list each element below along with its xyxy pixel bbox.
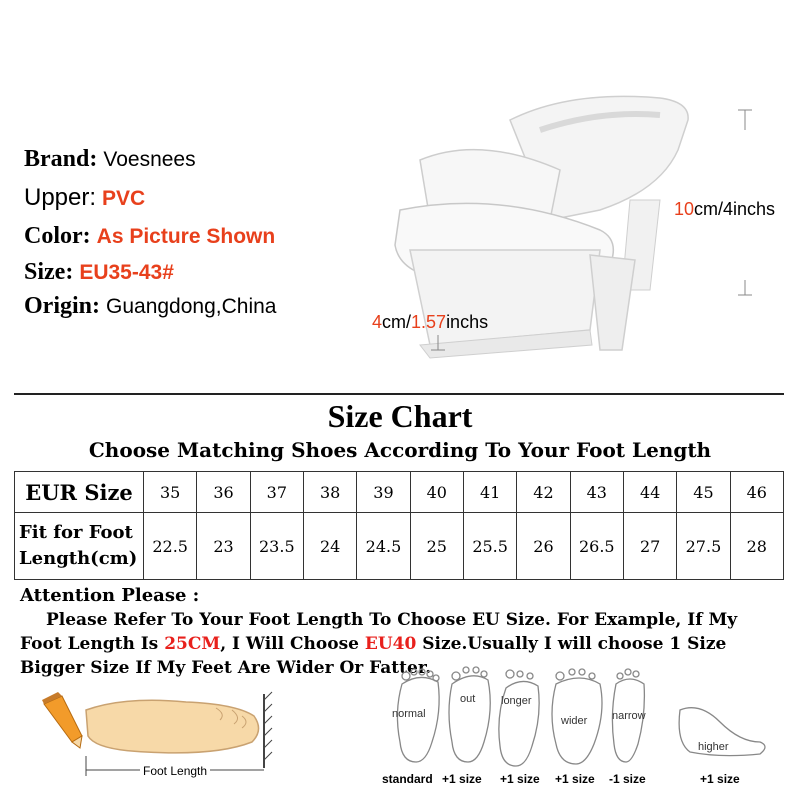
size-table <box>14 471 784 580</box>
foot-type-size: +1 size <box>555 772 595 786</box>
table-cell: 26 <box>517 513 570 580</box>
attention-text-part: , I Will Choose <box>220 634 365 654</box>
table-cell: 43 <box>570 472 623 513</box>
spec-upper <box>24 184 145 212</box>
spec-label: Origin: <box>24 293 100 319</box>
foot-outline-icon <box>86 700 259 753</box>
spec-label: Color: <box>24 223 91 249</box>
table-cell: 27 <box>623 513 676 580</box>
table-cell: 46 <box>730 472 783 513</box>
foot-length-header-line2: Length(cm) <box>19 548 138 569</box>
platform-height-unit: cm/ <box>382 312 412 332</box>
foot-type-label: longer <box>501 695 532 707</box>
table-cell: 28 <box>730 513 783 580</box>
spec-label: Size: <box>24 259 74 285</box>
spec-label: Brand: <box>24 146 98 172</box>
spec-color <box>24 223 275 250</box>
size-chart-subtitle: Choose Matching Shoes According To Your Foot Length <box>88 438 712 462</box>
platform-height-number: 4 <box>372 312 383 332</box>
table-cell: 25 <box>410 513 463 580</box>
heel-height-unit: cm/4inchs <box>694 199 776 219</box>
table-row-foot-length <box>15 513 784 580</box>
foot-type-size: -1 size <box>609 772 646 786</box>
heel-height-label <box>674 199 775 220</box>
table-row-eur <box>15 472 784 513</box>
spec-value: Guangdong,China <box>106 295 277 318</box>
heel-height-number: 10 <box>674 199 695 219</box>
platform-height-inch-unit: inchs <box>446 312 489 332</box>
shoe-product-image <box>360 80 800 380</box>
platform-height-label <box>372 312 488 333</box>
spec-value: PVC <box>102 187 146 210</box>
table-cell: 40 <box>410 472 463 513</box>
table-cell: 41 <box>463 472 516 513</box>
table-cell: 23 <box>197 513 250 580</box>
spec-value: As Picture Shown <box>96 225 276 248</box>
divider <box>14 393 784 395</box>
foot-length-header <box>15 513 144 580</box>
foot-length-label: Foot Length <box>140 764 210 778</box>
foot-type-label: out <box>460 693 476 705</box>
foot-length-header-line1: Fit for Foot <box>19 522 133 543</box>
table-cell: 36 <box>197 472 250 513</box>
foot-type-label: higher <box>698 741 729 753</box>
foot-type-size: +1 size <box>500 772 540 786</box>
foot-type-size: +1 size <box>442 772 482 786</box>
table-cell: 26.5 <box>570 513 623 580</box>
foot-type-size: +1 size <box>700 772 740 786</box>
pencil-icon <box>42 692 82 748</box>
attention-highlight-size: EU40 <box>364 634 417 654</box>
table-cell: 24.5 <box>357 513 410 580</box>
table-cell: 35 <box>144 472 197 513</box>
table-cell: 39 <box>357 472 410 513</box>
spec-value: EU35-43# <box>79 261 174 284</box>
attention-text-part: Please Refer To Your Foot Length To Choose EU Size. For Example, If My Foot Length Is <box>20 610 738 654</box>
attention-highlight-length: 25CM <box>164 634 221 654</box>
table-cell: 27.5 <box>677 513 730 580</box>
platform-height-inches: 1.57 <box>411 312 447 332</box>
foot-type-label: narrow <box>612 710 646 722</box>
table-cell: 25.5 <box>463 513 516 580</box>
foot-type-label: wider <box>561 715 588 727</box>
table-cell: 37 <box>250 472 303 513</box>
out-foot-icon <box>449 676 490 762</box>
spec-size <box>24 259 174 286</box>
spec-brand <box>24 146 196 173</box>
table-cell: 38 <box>303 472 356 513</box>
foot-type-label: normal <box>392 708 426 720</box>
attention-heading: Attention Please : <box>20 585 200 606</box>
table-cell: 44 <box>623 472 676 513</box>
eur-size-header: EUR Size <box>15 472 144 513</box>
table-cell: 22.5 <box>144 513 197 580</box>
table-cell: 42 <box>517 472 570 513</box>
spec-origin <box>24 293 276 320</box>
attention-text-part: Size.Usually I will choose 1 Size Bigger Size If My Feet Are Wider Or Fatter. <box>20 634 727 678</box>
table-cell: 45 <box>677 472 730 513</box>
spec-label: Upper: <box>24 184 97 211</box>
spec-value: Voesnees <box>103 148 196 171</box>
size-chart-title: Size Chart <box>327 398 473 434</box>
table-cell: 24 <box>303 513 356 580</box>
table-cell: 23.5 <box>250 513 303 580</box>
foot-type-size: standard <box>382 772 433 786</box>
